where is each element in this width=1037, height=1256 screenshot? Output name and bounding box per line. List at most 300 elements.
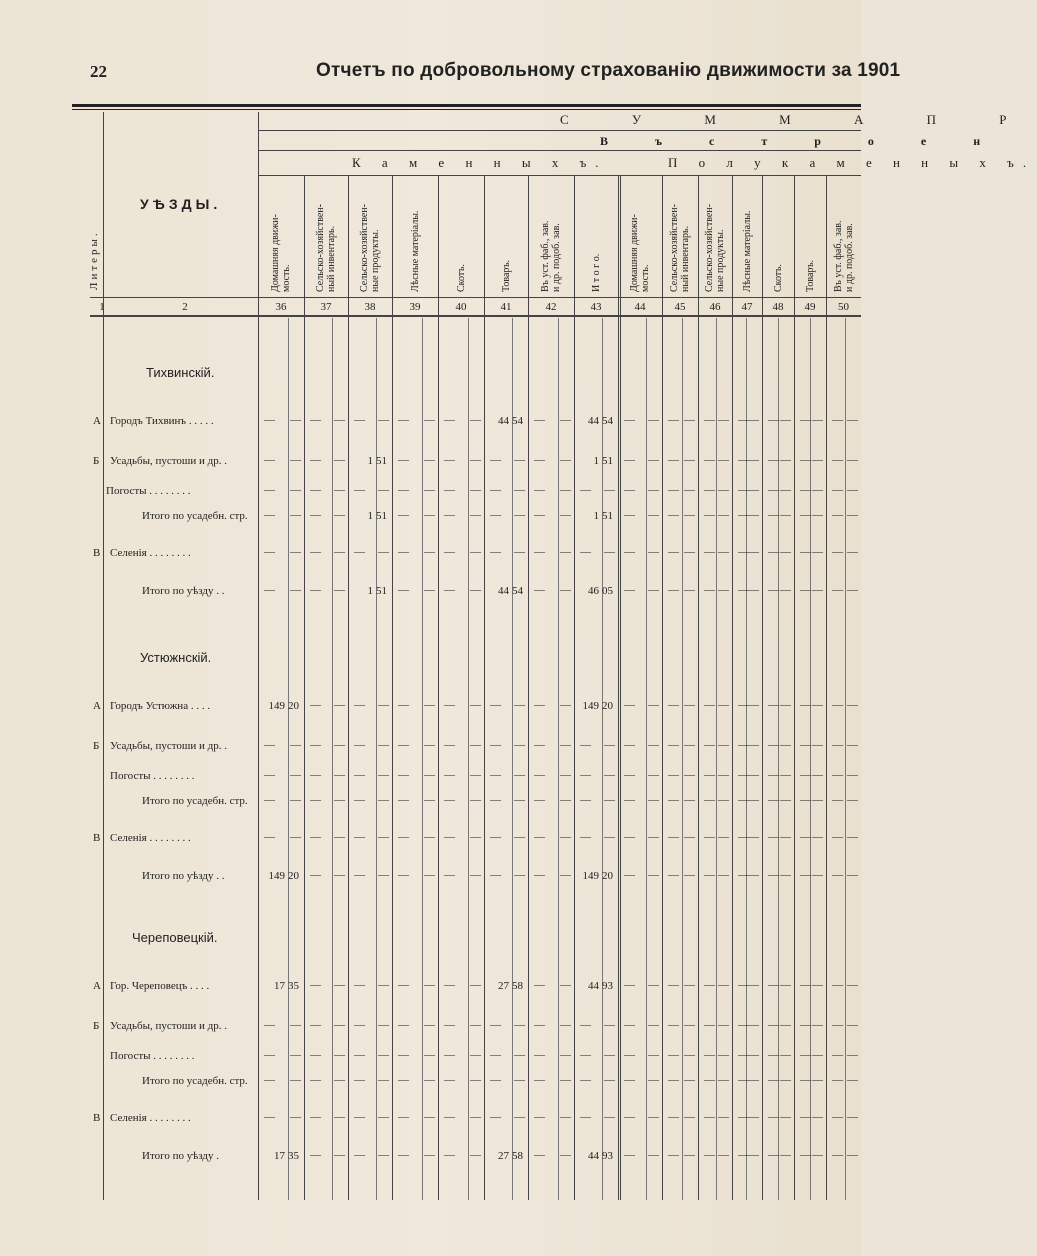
- cell-dash: —: [768, 1019, 779, 1031]
- cell-dash: —: [704, 584, 715, 596]
- col-label-39: [410, 211, 421, 292]
- cell-dash: —: [514, 484, 525, 496]
- cell-dash: —: [748, 739, 759, 751]
- cell-dash: —: [334, 1019, 345, 1031]
- row-label: Итого по уѣзду .: [142, 1150, 219, 1162]
- cell-dash: —: [264, 831, 275, 843]
- cell-dash: —: [264, 1074, 275, 1086]
- cell-dash: —: [704, 414, 715, 426]
- cell-dash: —: [604, 1111, 615, 1123]
- grid-vline: [348, 176, 349, 1200]
- cell-dash: —: [748, 699, 759, 711]
- cell-dash: —: [354, 484, 365, 496]
- col-label-36: [270, 214, 292, 292]
- cell-value-rub: 17: [274, 980, 285, 992]
- cell-dash: —: [668, 584, 679, 596]
- cell-dash: —: [264, 546, 275, 558]
- cell-value-kop: 93: [602, 1150, 613, 1162]
- cell-dash: —: [847, 414, 858, 426]
- cell-dash: —: [424, 1149, 435, 1161]
- cell-dash: —: [534, 484, 545, 496]
- cell-dash: —: [780, 484, 791, 496]
- cell-value-kop: 93: [602, 980, 613, 992]
- cell-dash: —: [310, 869, 321, 881]
- cell-dash: —: [832, 979, 843, 991]
- cell-dash: —: [398, 869, 409, 881]
- cell-dash: —: [847, 739, 858, 751]
- cell-dash: —: [580, 484, 591, 496]
- cell-dash: —: [738, 546, 749, 558]
- grid-subline: [558, 318, 559, 1200]
- cell-dash: —: [424, 1049, 435, 1061]
- cell-dash: —: [444, 739, 455, 751]
- cell-value-kop: 51: [602, 510, 613, 522]
- cell-dash: —: [684, 414, 695, 426]
- col-label-line: мость.: [281, 264, 292, 292]
- cell-dash: —: [470, 831, 481, 843]
- cell-dash: —: [718, 769, 729, 781]
- cell-value-kop: 20: [288, 700, 299, 712]
- cell-dash: —: [580, 794, 591, 806]
- cell-dash: —: [832, 1149, 843, 1161]
- cell-dash: —: [334, 1111, 345, 1123]
- cell-dash: —: [264, 794, 275, 806]
- cell-dash: —: [334, 414, 345, 426]
- cell-dash: —: [534, 546, 545, 558]
- cell-dash: —: [560, 414, 571, 426]
- cell-dash: —: [800, 1149, 811, 1161]
- cell-dash: —: [684, 769, 695, 781]
- cell-dash: —: [768, 979, 779, 991]
- cell-dash: —: [444, 1111, 455, 1123]
- cell-dash: —: [470, 1111, 481, 1123]
- cell-dash: —: [780, 584, 791, 596]
- cell-dash: —: [768, 769, 779, 781]
- cell-dash: —: [398, 794, 409, 806]
- col-label-line: Скотъ.: [455, 264, 467, 292]
- cell-dash: —: [424, 484, 435, 496]
- grid-vline: [794, 176, 795, 1200]
- cell-dash: —: [424, 1074, 435, 1086]
- cell-dash: —: [704, 1074, 715, 1086]
- cell-dash: —: [800, 699, 811, 711]
- cell-dash: —: [648, 699, 659, 711]
- cell-value-kop: 35: [288, 980, 299, 992]
- cell-dash: —: [704, 509, 715, 521]
- col-num-46: 46: [709, 301, 721, 313]
- cell-dash: —: [264, 769, 275, 781]
- grid-vline: [698, 176, 699, 1200]
- cell-dash: —: [534, 454, 545, 466]
- cell-dash: —: [780, 869, 791, 881]
- cell-dash: —: [290, 1049, 301, 1061]
- cell-dash: —: [334, 454, 345, 466]
- col-label-42: [540, 220, 562, 292]
- cell-dash: —: [738, 1019, 749, 1031]
- cell-dash: —: [354, 869, 365, 881]
- cell-dash: —: [378, 1111, 389, 1123]
- cell-dash: —: [780, 414, 791, 426]
- cell-dash: —: [748, 1149, 759, 1161]
- cell-dash: —: [668, 769, 679, 781]
- cell-dash: —: [780, 794, 791, 806]
- cell-dash: —: [310, 1111, 321, 1123]
- cell-dash: —: [624, 769, 635, 781]
- col-label-line: Товаръ.: [804, 259, 816, 292]
- row-label: Городъ Тихвинъ . . . . .: [110, 415, 214, 427]
- cell-dash: —: [684, 546, 695, 558]
- row-label: Итого по усадебн. стр.: [142, 795, 248, 807]
- cell-dash: —: [718, 794, 729, 806]
- row-label: Итого по усадебн. стр.: [142, 1075, 248, 1087]
- cell-dash: —: [580, 1049, 591, 1061]
- grid-hline: [258, 175, 861, 176]
- cell-dash: —: [648, 1049, 659, 1061]
- row-label: Городъ Устюжна . . . .: [110, 700, 211, 712]
- cell-dash: —: [847, 454, 858, 466]
- cell-dash: —: [604, 1074, 615, 1086]
- cell-dash: —: [768, 869, 779, 881]
- cell-dash: —: [470, 1074, 481, 1086]
- cell-dash: —: [514, 699, 525, 711]
- cell-dash: —: [470, 699, 481, 711]
- cell-value-rub: 46: [588, 585, 599, 597]
- cell-dash: —: [310, 794, 321, 806]
- cell-dash: —: [264, 1019, 275, 1031]
- cell-dash: —: [812, 769, 823, 781]
- cell-dash: —: [780, 699, 791, 711]
- cell-dash: —: [398, 739, 409, 751]
- cell-dash: —: [684, 869, 695, 881]
- cell-dash: —: [832, 739, 843, 751]
- row-label: Усадьбы, пустоши и др. .: [110, 740, 227, 752]
- col-num-39: 39: [409, 301, 421, 313]
- cell-dash: —: [624, 414, 635, 426]
- cell-dash: —: [514, 1049, 525, 1061]
- cell-dash: —: [832, 1049, 843, 1061]
- cell-dash: —: [812, 1049, 823, 1061]
- row-litera: В: [93, 547, 101, 559]
- cell-dash: —: [354, 1049, 365, 1061]
- group-kamennykh: К а м е н н ы х ъ.: [352, 155, 608, 170]
- cell-dash: —: [334, 484, 345, 496]
- cell-dash: —: [334, 769, 345, 781]
- cell-dash: —: [718, 1149, 729, 1161]
- cell-dash: —: [738, 509, 749, 521]
- cell-dash: —: [648, 1149, 659, 1161]
- cell-dash: —: [684, 794, 695, 806]
- cell-dash: —: [334, 739, 345, 751]
- grid-vline: [662, 176, 663, 1200]
- cell-dash: —: [780, 1074, 791, 1086]
- cell-dash: —: [684, 699, 695, 711]
- cell-dash: —: [398, 584, 409, 596]
- cell-dash: —: [264, 484, 275, 496]
- col-label-line: Сельско-хозяйствен-: [669, 203, 680, 292]
- cell-dash: —: [470, 546, 481, 558]
- cell-dash: —: [704, 739, 715, 751]
- cell-dash: —: [310, 414, 321, 426]
- cell-dash: —: [648, 831, 659, 843]
- cell-dash: —: [718, 584, 729, 596]
- cell-dash: —: [290, 831, 301, 843]
- cell-dash: —: [264, 739, 275, 751]
- cell-dash: —: [812, 979, 823, 991]
- col-num-43: 43: [590, 301, 602, 313]
- cell-dash: —: [354, 1149, 365, 1161]
- row-litera: А: [93, 980, 101, 992]
- col-label-43: [591, 254, 602, 292]
- grid-vline: [762, 176, 763, 1200]
- cell-dash: —: [812, 831, 823, 843]
- grid-subline: [468, 318, 469, 1200]
- cell-dash: —: [718, 979, 729, 991]
- cell-dash: —: [748, 869, 759, 881]
- cell-value-kop: 51: [376, 510, 387, 522]
- cell-dash: —: [648, 454, 659, 466]
- cell-dash: —: [378, 869, 389, 881]
- cell-dash: —: [490, 869, 501, 881]
- cell-dash: —: [832, 509, 843, 521]
- col-label-line: Скотъ.: [772, 264, 784, 292]
- col-label-line: ный инвентарь.: [326, 225, 337, 292]
- cell-dash: —: [704, 546, 715, 558]
- cell-value-rub: 44: [588, 415, 599, 427]
- col-label-41: [501, 260, 512, 292]
- cell-dash: —: [310, 584, 321, 596]
- col-num-41: 41: [500, 301, 512, 313]
- cell-dash: —: [490, 1111, 501, 1123]
- page-title: Отчетъ по добровольному страхованію движимости за 1901: [316, 60, 901, 81]
- grid-subline: [512, 318, 513, 1200]
- cell-dash: —: [684, 484, 695, 496]
- cell-dash: —: [424, 509, 435, 521]
- cell-dash: —: [514, 869, 525, 881]
- cell-value-kop: 54: [512, 585, 523, 597]
- col-label-line: и др. подоб. зав.: [843, 223, 855, 292]
- cell-dash: —: [832, 584, 843, 596]
- col-label-line: и др. подоб. зав.: [551, 223, 562, 292]
- cell-dash: —: [812, 1149, 823, 1161]
- cell-dash: —: [847, 769, 858, 781]
- cell-dash: —: [398, 509, 409, 521]
- cell-dash: —: [847, 1111, 858, 1123]
- cell-dash: —: [768, 739, 779, 751]
- cell-dash: —: [812, 739, 823, 751]
- cell-dash: —: [398, 454, 409, 466]
- cell-dash: —: [580, 831, 591, 843]
- cell-dash: —: [470, 1149, 481, 1161]
- cell-dash: —: [748, 454, 759, 466]
- cell-dash: —: [648, 1111, 659, 1123]
- cell-dash: —: [800, 414, 811, 426]
- cell-dash: —: [648, 584, 659, 596]
- cell-dash: —: [580, 1019, 591, 1031]
- cell-dash: —: [310, 831, 321, 843]
- cell-dash: —: [378, 484, 389, 496]
- row-label: Погосты . . . . . . . .: [110, 1050, 195, 1062]
- cell-dash: —: [398, 831, 409, 843]
- cell-dash: —: [354, 769, 365, 781]
- cell-value-rub: 1: [367, 455, 373, 467]
- cell-dash: —: [748, 1111, 759, 1123]
- cell-dash: —: [738, 979, 749, 991]
- cell-dash: —: [354, 979, 365, 991]
- cell-dash: —: [514, 546, 525, 558]
- cell-dash: —: [832, 1074, 843, 1086]
- grid-vline: [103, 112, 104, 1200]
- cell-dash: —: [704, 699, 715, 711]
- cell-dash: —: [264, 1111, 275, 1123]
- cell-dash: —: [800, 1111, 811, 1123]
- cell-dash: —: [800, 1019, 811, 1031]
- grid-hline: [258, 130, 861, 131]
- col-label-line: Въ уст. фаб., зав.: [832, 220, 844, 292]
- cell-dash: —: [738, 769, 749, 781]
- row-litera: А: [93, 700, 101, 712]
- cell-dash: —: [444, 1019, 455, 1031]
- cell-dash: —: [780, 1049, 791, 1061]
- col-num-37: 37: [320, 301, 332, 313]
- col-num-47: 47: [741, 301, 753, 313]
- cell-dash: —: [684, 1111, 695, 1123]
- col-num-36: 36: [275, 301, 287, 313]
- cell-dash: —: [444, 454, 455, 466]
- cell-dash: —: [560, 699, 571, 711]
- cell-dash: —: [444, 699, 455, 711]
- cell-dash: —: [378, 546, 389, 558]
- grid-vline: [528, 176, 529, 1200]
- cell-dash: —: [290, 484, 301, 496]
- cell-dash: —: [668, 484, 679, 496]
- grid-hline: [258, 150, 861, 151]
- cell-dash: —: [604, 769, 615, 781]
- cell-dash: —: [847, 1049, 858, 1061]
- grid-vline: [258, 112, 259, 1200]
- col-uezdy-header: УѢЗДЫ.: [140, 196, 222, 212]
- cell-dash: —: [684, 831, 695, 843]
- page-number: 22: [90, 62, 107, 81]
- cell-dash: —: [310, 979, 321, 991]
- grid-vline: [826, 176, 827, 1200]
- cell-dash: —: [514, 1019, 525, 1031]
- cell-dash: —: [334, 1049, 345, 1061]
- cell-dash: —: [704, 979, 715, 991]
- cell-dash: —: [604, 1019, 615, 1031]
- row-label: Итого по уѣзду . .: [142, 870, 225, 882]
- row-litera: В: [93, 832, 101, 844]
- cell-dash: —: [334, 584, 345, 596]
- cell-dash: —: [738, 584, 749, 596]
- cell-dash: —: [354, 546, 365, 558]
- grid-subline: [602, 318, 603, 1200]
- cell-dash: —: [684, 1149, 695, 1161]
- cell-dash: —: [560, 1111, 571, 1123]
- row-litera: Б: [93, 1020, 100, 1032]
- cell-dash: —: [580, 1074, 591, 1086]
- cell-dash: —: [748, 769, 759, 781]
- cell-dash: —: [398, 414, 409, 426]
- cell-dash: —: [398, 484, 409, 496]
- cell-dash: —: [378, 1019, 389, 1031]
- cell-dash: —: [378, 979, 389, 991]
- cell-dash: —: [310, 484, 321, 496]
- cell-dash: —: [668, 1074, 679, 1086]
- cell-dash: —: [800, 794, 811, 806]
- cell-dash: —: [624, 1019, 635, 1031]
- cell-dash: —: [847, 546, 858, 558]
- col-label-line: Сельско-хозяйствен-: [359, 203, 370, 292]
- row-litera: Б: [93, 740, 100, 752]
- grid-hline: [90, 297, 861, 298]
- cell-dash: —: [648, 1019, 659, 1031]
- grid-subline: [845, 318, 846, 1200]
- cell-dash: —: [560, 739, 571, 751]
- col-num-1: 1: [99, 301, 105, 313]
- cell-dash: —: [847, 1074, 858, 1086]
- cell-value-kop: 54: [512, 415, 523, 427]
- row-label: Селенія . . . . . . . .: [110, 547, 191, 559]
- cell-dash: —: [718, 1049, 729, 1061]
- cell-value-rub: 17: [274, 1150, 285, 1162]
- cell-dash: —: [470, 979, 481, 991]
- cell-dash: —: [668, 1149, 679, 1161]
- cell-dash: —: [748, 509, 759, 521]
- cell-dash: —: [624, 584, 635, 596]
- col-num-50: 50: [838, 301, 849, 313]
- cell-dash: —: [490, 454, 501, 466]
- cell-dash: —: [648, 484, 659, 496]
- cell-dash: —: [768, 454, 779, 466]
- row-label: Итого по усадебн. стр.: [142, 510, 248, 522]
- col-label-line: Лѣсные матеріалы.: [741, 210, 753, 292]
- cell-dash: —: [812, 509, 823, 521]
- cell-value-kop: 58: [512, 1150, 523, 1162]
- cell-dash: —: [334, 546, 345, 558]
- cell-dash: —: [580, 546, 591, 558]
- grid-vline: [732, 176, 733, 1200]
- cell-value-rub: 44: [588, 1150, 599, 1162]
- top-rule-thin: [72, 109, 861, 110]
- cell-dash: —: [378, 1074, 389, 1086]
- cell-dash: —: [648, 509, 659, 521]
- cell-dash: —: [738, 1074, 749, 1086]
- cell-dash: —: [800, 546, 811, 558]
- cell-dash: —: [624, 979, 635, 991]
- grid-vline: [392, 176, 393, 1200]
- cell-dash: —: [624, 1149, 635, 1161]
- cell-dash: —: [560, 1149, 571, 1161]
- cell-dash: —: [444, 509, 455, 521]
- cell-value-rub: 1: [593, 455, 599, 467]
- row-label: Селенія . . . . . . . .: [110, 1112, 191, 1124]
- cell-dash: —: [648, 739, 659, 751]
- grid-subline: [746, 318, 747, 1200]
- cell-dash: —: [290, 1111, 301, 1123]
- cell-dash: —: [560, 546, 571, 558]
- cell-dash: —: [668, 979, 679, 991]
- cell-dash: —: [424, 454, 435, 466]
- cell-dash: —: [310, 1149, 321, 1161]
- cell-dash: —: [648, 869, 659, 881]
- grid-vline: [618, 176, 619, 1200]
- cell-dash: —: [684, 509, 695, 521]
- cell-dash: —: [738, 454, 749, 466]
- cell-dash: —: [290, 546, 301, 558]
- cell-dash: —: [800, 1074, 811, 1086]
- cell-dash: —: [768, 546, 779, 558]
- cell-dash: —: [832, 546, 843, 558]
